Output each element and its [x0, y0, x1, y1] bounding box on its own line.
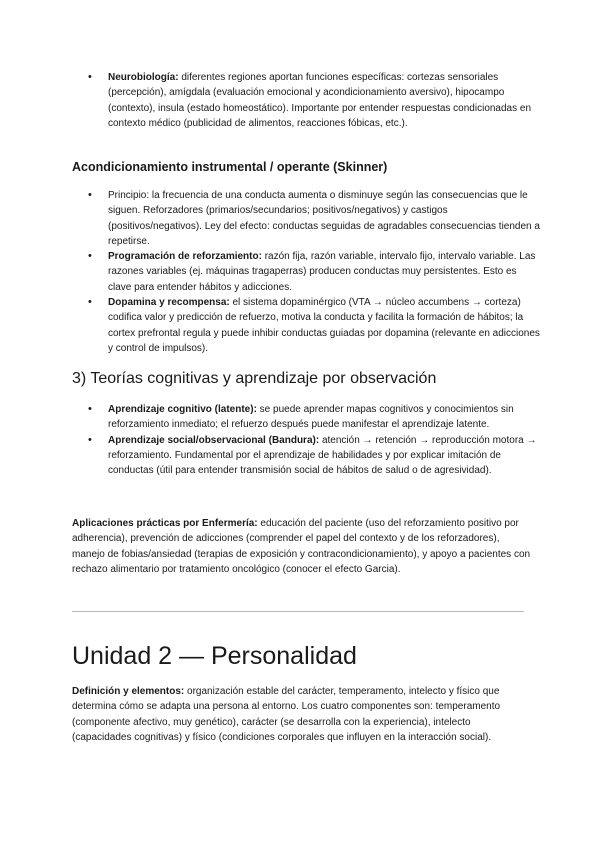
list-item [72, 70, 542, 131]
list-item [72, 188, 542, 249]
paragraph-text: organización estable del carácter, temperamento, intelecto y físico que determina cómo se adapta una persona al entorno. Los cuatro componentes son: temperamento (componente afectivo, muy genético), carácter (se desarrolla con la experiencia), intelecto (capacidades cognitivas) y físico (condiciones corporales que influyen en la interacción social). [72, 686, 501, 743]
list-item-term: Dopamina y recompensa: [108, 297, 230, 309]
nursing-applications-paragraph [72, 516, 532, 577]
list-item-text: se puede aprender mapas cognitivos y conocimientos sin reforzamiento inmediato; el refuerzo después puede manifestar el aprendizaje latente. [108, 404, 514, 431]
list-item [72, 295, 542, 356]
list-item-term: Neurobiología: [108, 72, 179, 83]
cognitive-list [72, 402, 542, 478]
list-item-text: diferentes regiones aportan funciones específicas: cortezas sensoriales (percepción), amígdala (evaluación emocional y acondicionamiento aversivo), hipocampo (contexto), insula (estado homeostático). Importante por entender respuestas condicionadas en contexto médico (publicidad de alimentos, reacciones fóbicas, etc.). [108, 72, 532, 129]
paragraph-text: educación del paciente (uso del reforzamiento positivo por adherencia), prevención de adicciones (comprender el papel del contexto y de los reforzadores), manejo de fobias/ansiedad (terapias de exposición y contracondicionamiento), y apoyo a pacientes con rechazo alimentario por tratamiento oncológico (conocer el efecto Garcia). [72, 518, 531, 575]
list-item-term: Aprendizaje social/observacional (Bandura): [108, 434, 320, 446]
section-heading-cognitive: 3) Teorías cognitivas y aprendizaje por observación [72, 370, 437, 387]
paragraph-term: Definición y elementos: [72, 686, 185, 697]
instrumental-list [72, 188, 542, 356]
list-item-text: Principio: la frecuencia de una conducta aumenta o disminuye según las consecuencias que le siguen. Reforzadores (primarios/secundarios; positivos/negativos) y castigos (positivos/negativos). Ley del efecto: conductas seguidas de agradables consecuencias tienden a repetirse. [108, 190, 540, 247]
list-item [72, 249, 542, 295]
horizontal-divider [72, 611, 524, 612]
neurobiology-list [72, 70, 542, 131]
paragraph-term: Aplicaciones prácticas por Enfermería: [72, 518, 258, 529]
definition-paragraph [72, 684, 532, 745]
list-item-text: atención → retención → reproducción motora → reforzamiento. Fundamental por el aprendizaje de habilidades y por explicar imitación de conductas (útil para entender transmisión social de hábitos de salud o de agresividad). [108, 434, 537, 477]
list-item [72, 402, 542, 433]
list-item-text: razón fija, razón variable, intervalo fijo, intervalo variable. Las razones variables (ej. máquinas tragaperras) producen conductas muy persistentes. Esto es clave para entender hábitos y adicciones. [108, 251, 536, 293]
section-heading-instrumental: Acondicionamiento instrumental / operante (Skinner) [72, 160, 388, 174]
list-item-term: Programación de reforzamiento: [108, 251, 262, 263]
list-item [72, 433, 542, 479]
unit-title: Unidad 2 — Personalidad [72, 642, 357, 670]
list-item-term: Aprendizaje cognitivo (latente): [108, 404, 257, 415]
list-item-text: el sistema dopaminérgico (VTA → núcleo accumbens → corteza) codifica valor y predicción de refuerzo, motiva la conducta y facilita la formación de hábitos; la cortex prefrontal regula y puede inhibir conductas guiadas por dopamina (relevante en adicciones y control de impulsos). [108, 297, 540, 354]
